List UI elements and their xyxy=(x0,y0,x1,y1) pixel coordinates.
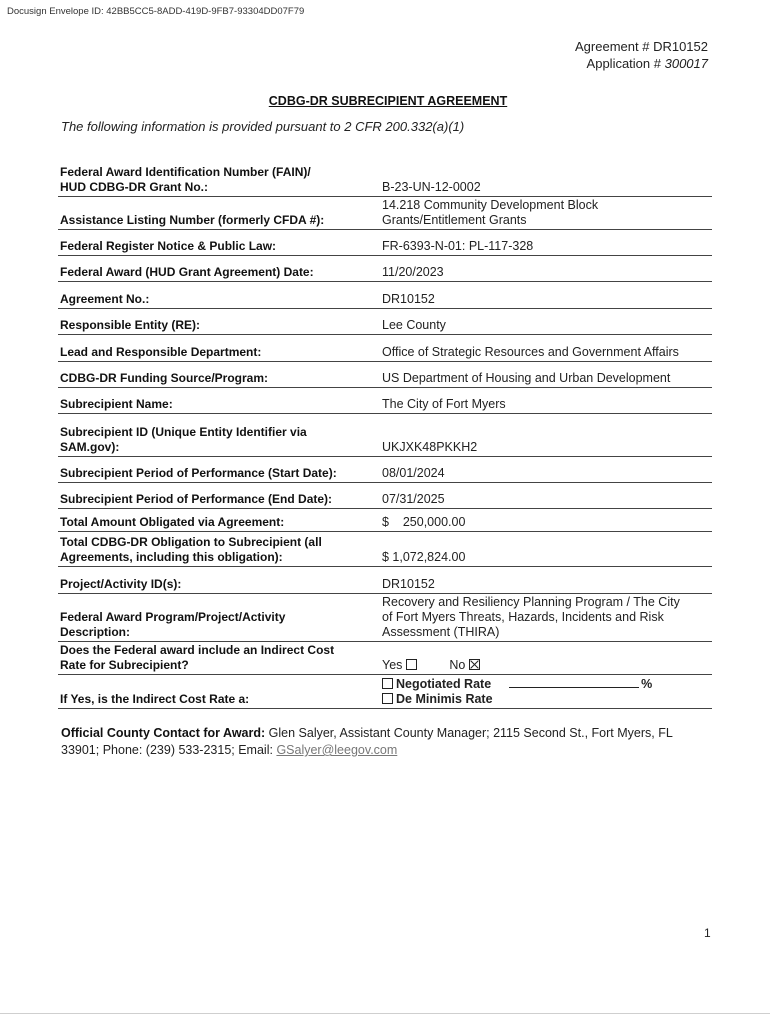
row-value: 08/01/2024 xyxy=(382,466,445,480)
row-subrecipient-id xyxy=(58,413,712,457)
contact-email-link[interactable]: GSalyer@leegov.com xyxy=(276,743,398,757)
row-subrecipient-name xyxy=(58,387,712,414)
row-value: DR10152 xyxy=(382,292,435,306)
page-bottom-edge xyxy=(0,1013,770,1014)
row-value: $ 250,000.00 xyxy=(382,515,466,529)
no-checkbox[interactable] xyxy=(469,659,480,670)
row-lead-department xyxy=(58,334,712,362)
row-value: Office of Strategic Resources and Government Affairs xyxy=(382,345,679,359)
county-contact: Official County Contact for Award: Glen Salyer, Assistant County Manager; 2115 Second St., Fort Myers, FL 33901; Phone: (239) 533-2315; Email: GSalyer@leegov.com xyxy=(61,726,673,757)
row-label: Total Amount Obligated via Agreement: xyxy=(60,515,285,529)
negotiated-rate-option: Negotiated Rate % xyxy=(382,677,714,692)
row-value: $ 1,072,824.00 xyxy=(382,550,466,564)
row-value: 14.218 Community Development Block Grants/Entitlement Grants xyxy=(382,198,599,227)
row-value: The City of Fort Myers xyxy=(382,397,506,411)
row-federal-register xyxy=(58,229,712,256)
row-label: Subrecipient Name: xyxy=(60,397,173,411)
row-value: Recovery and Resiliency Planning Program / The City of Fort Myers Threats, Hazards, Incidents and Risk Assessment (THIRA) xyxy=(382,595,680,639)
de-minimis-option: De Minimis Rate xyxy=(382,692,714,707)
application-number: 300017 xyxy=(664,56,708,71)
no-option: No xyxy=(449,658,482,672)
row-value: 07/31/2025 xyxy=(382,492,445,506)
row-value: UKJXK48PKKH2 xyxy=(382,440,478,454)
de-minimis-checkbox[interactable] xyxy=(382,693,393,704)
row-label: Federal Award (HUD Grant Agreement) Date: xyxy=(60,265,314,279)
row-description xyxy=(58,593,712,642)
row-funding-source xyxy=(58,361,712,388)
agreement-number-line xyxy=(575,38,708,55)
row-project-id xyxy=(58,566,712,594)
row-value: B-23-UN-12-0002 xyxy=(382,180,481,194)
row-responsible-entity xyxy=(58,308,712,335)
application-number-line xyxy=(575,55,708,72)
document-subtitle: The following information is provided pursuant to 2 CFR 200.332(a)(1) xyxy=(61,119,465,134)
row-amount-obligated xyxy=(58,508,712,532)
row-total-obligation xyxy=(58,531,712,567)
row-assistance-listing xyxy=(58,196,712,230)
row-indirect-cost xyxy=(58,641,712,675)
row-label: Lead and Responsible Department: xyxy=(60,345,262,359)
row-indirect-rate-type xyxy=(58,674,712,709)
row-period-start xyxy=(58,456,712,483)
page-number: 1 xyxy=(704,926,711,940)
row-label: Agreement No.: xyxy=(60,292,150,306)
row-period-end xyxy=(58,482,712,509)
row-award-date xyxy=(58,255,712,282)
agreement-header xyxy=(575,38,708,72)
envelope-id: Docusign Envelope ID: 42BB5CC5-8ADD-419D-9FB7-93304DD07F79 xyxy=(7,6,305,17)
row-label: Assistance Listing Number (formerly CFDA #): xyxy=(60,213,325,227)
row-label: Total CDBG-DR Obligation to Subrecipient (all Agreements, including this obligation): xyxy=(60,535,322,564)
row-label: If Yes, is the Indirect Cost Rate a: xyxy=(60,692,250,706)
yes-checkbox[interactable] xyxy=(406,659,417,670)
row-label: Subrecipient Period of Performance (Start Date): xyxy=(60,466,337,480)
row-value: US Department of Housing and Urban Development xyxy=(382,371,671,385)
row-value: FR-6393-N-01: PL-117-328 xyxy=(382,239,534,253)
row-value: DR10152 xyxy=(382,577,435,591)
document-title: CDBG-DR SUBRECIPIENT AGREEMENT xyxy=(268,94,508,108)
yes-option: Yes xyxy=(382,658,420,672)
row-label: Federal Award Identification Number (FAIN)/ HUD CDBG-DR Grant No.: xyxy=(60,165,311,194)
row-label: Subrecipient ID (Unique Entity Identifier via SAM.gov): xyxy=(60,425,307,454)
agreement-number-label: Agreement # xyxy=(575,39,654,54)
row-label: CDBG-DR Funding Source/Program: xyxy=(60,371,269,385)
row-agreement-no xyxy=(58,281,712,309)
row-label: Federal Register Notice & Public Law: xyxy=(60,239,277,253)
negotiated-rate-checkbox[interactable] xyxy=(382,678,393,689)
application-number-label: Application # xyxy=(586,56,665,71)
row-value xyxy=(382,677,714,707)
row-label: Subrecipient Period of Performance (End Date): xyxy=(60,492,333,506)
row-value: Lee County xyxy=(382,318,446,332)
row-label: Does the Federal award include an Indirect Cost Rate for Subrecipient? xyxy=(60,643,335,672)
row-label: Federal Award Program/Project/Activity Description: xyxy=(60,610,286,639)
row-label: Project/Activity ID(s): xyxy=(60,577,182,591)
row-fain xyxy=(58,163,712,197)
rate-blank-line[interactable] xyxy=(509,677,639,688)
agreement-number: DR10152 xyxy=(653,39,708,54)
row-value: 11/20/2023 xyxy=(382,265,444,279)
row-value xyxy=(382,658,714,673)
row-label: Responsible Entity (RE): xyxy=(60,318,201,332)
